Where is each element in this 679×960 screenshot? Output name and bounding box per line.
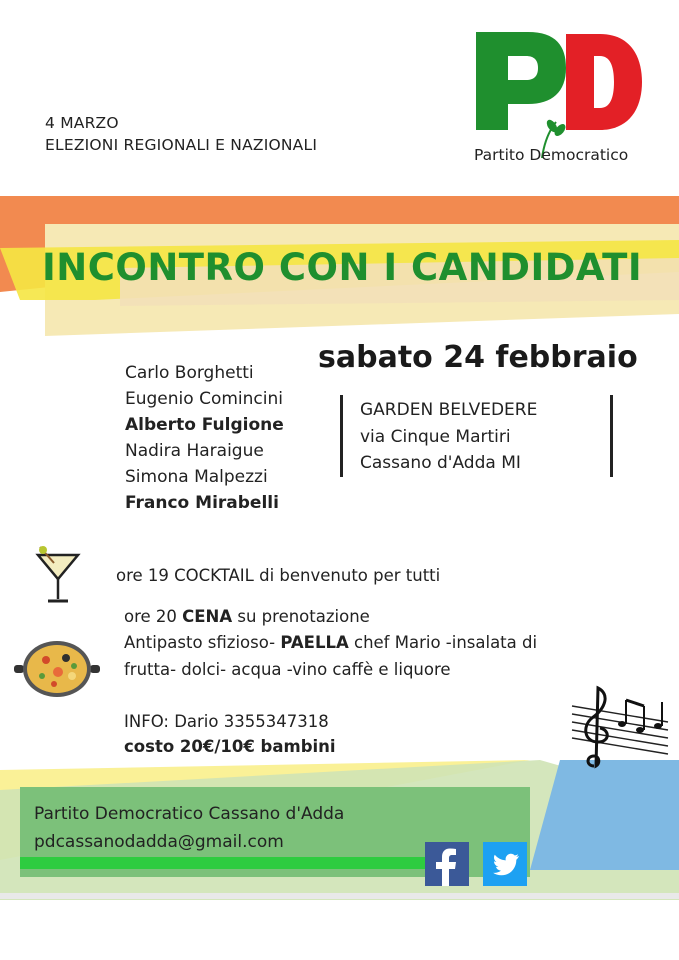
logo-letter-d xyxy=(566,34,642,130)
footer-bright-stripe xyxy=(20,857,430,869)
logo-text: Partito Democratico xyxy=(474,146,629,164)
dinner-time: ore 20 xyxy=(124,607,183,626)
info-line: INFO: Dario 3355347318 xyxy=(124,712,329,731)
cocktail-line: ore 19 COCKTAIL di benvenuto per tutti xyxy=(116,566,441,585)
menu-line-1 xyxy=(124,630,537,656)
cocktail-glass-icon xyxy=(34,545,82,605)
footer-email[interactable]: pdcassanodadda@gmail.com xyxy=(34,832,284,852)
candidate-name: Nadira Haraigue xyxy=(125,441,264,461)
paella-pan-icon xyxy=(14,638,100,700)
dinner-line xyxy=(124,604,370,630)
menu-starter: Antipasto sfizioso- xyxy=(124,633,281,652)
election-type: ELEZIONI REGIONALI E NAZIONALI xyxy=(45,136,318,154)
menu-line-2: frutta- dolci- acqua -vino caffè e liquore xyxy=(124,660,451,679)
candidate-name: Franco Mirabelli xyxy=(125,493,279,513)
candidates-list xyxy=(125,360,284,516)
event-title: INCONTRO CON I CANDIDATI xyxy=(42,246,643,289)
cost-line: costo 20€/10€ bambini xyxy=(124,737,336,756)
venue-right-divider xyxy=(610,395,613,477)
venue-block xyxy=(360,397,537,477)
election-date: 4 MARZO xyxy=(45,114,119,132)
candidate-name: Eugenio Comincini xyxy=(125,389,283,409)
footer-organization: Partito Democratico Cassano d'Adda xyxy=(34,804,345,824)
election-info xyxy=(45,112,317,156)
facebook-icon[interactable] xyxy=(425,842,469,886)
dinner-booking: su prenotazione xyxy=(232,607,370,626)
candidate-name: Carlo Borghetti xyxy=(125,363,254,383)
venue-city: Cassano d'Adda MI xyxy=(360,453,521,473)
venue-street: via Cinque Martiri xyxy=(360,426,511,447)
venue-left-divider xyxy=(340,395,343,477)
venue-name: GARDEN BELVEDERE xyxy=(360,400,538,420)
music-notes-icon xyxy=(570,678,670,770)
logo-letter-p xyxy=(476,32,566,130)
footer-bottom-stripe xyxy=(0,893,679,899)
twitter-icon[interactable] xyxy=(483,842,527,886)
footer-contact xyxy=(34,800,344,856)
candidate-name: Alberto Fulgione xyxy=(125,415,284,435)
menu-main-dish: PAELLA xyxy=(280,633,349,652)
candidate-name: Simona Malpezzi xyxy=(125,467,268,487)
event-date: sabato 24 febbraio xyxy=(318,340,638,375)
dinner-word: CENA xyxy=(182,607,233,626)
menu-rest: chef Mario -insalata di xyxy=(348,633,538,652)
